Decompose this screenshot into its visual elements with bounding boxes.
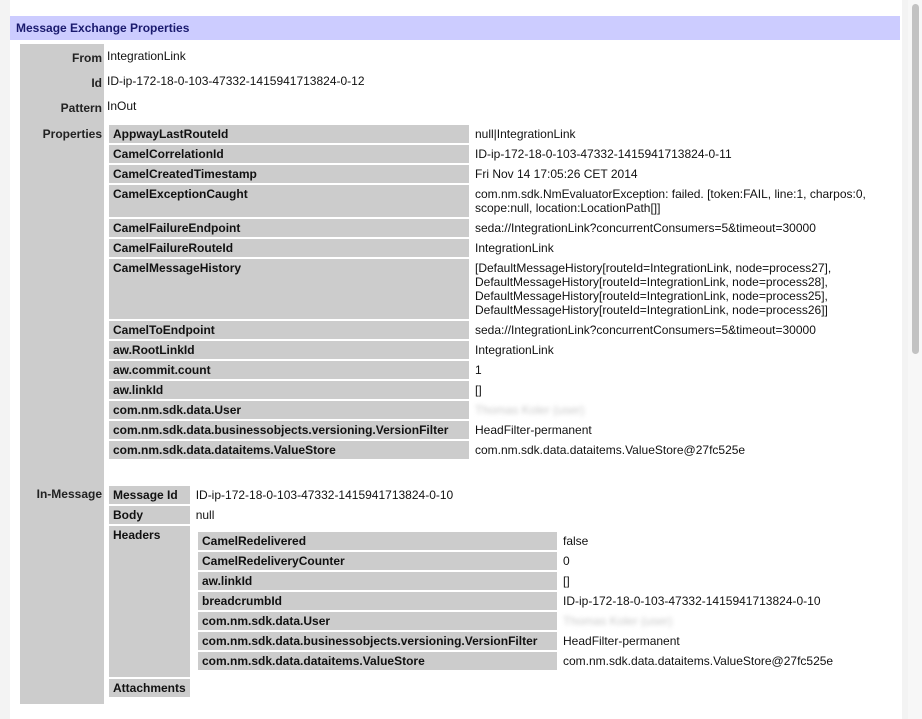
property-row (109, 219, 887, 237)
body-value: null (195, 508, 215, 522)
from-label: From (72, 51, 102, 65)
header-row (198, 612, 889, 630)
property-key: com.nm.sdk.data.dataitems.ValueStore (109, 441, 469, 459)
pattern-label: Pattern (60, 101, 102, 115)
pattern-value: InOut (107, 99, 137, 113)
section-title: Message Exchange Properties (16, 21, 190, 35)
property-row (109, 239, 887, 257)
id-label: Id (91, 76, 102, 90)
property-value: HeadFilter-permanent (475, 423, 592, 437)
property-key: CamelCorrelationId (109, 145, 469, 163)
property-value: [] (475, 383, 482, 397)
property-key: aw.RootLinkId (109, 341, 469, 359)
property-value: ID-ip-172-18-0-103-47332-1415941713824-0-11 (475, 147, 732, 161)
header-value: com.nm.sdk.data.dataitems.ValueStore@27fc525e (563, 654, 834, 668)
redacted-user-value: Thomas Koler (user) (563, 614, 673, 628)
header-value: ID-ip-172-18-0-103-47332-1415941713824-0-10 (563, 594, 821, 608)
property-row (109, 341, 887, 359)
property-value: [DefaultMessageHistory[routeId=IntegrationLink, node=process27], DefaultMessageHistory[routeId=IntegrationLink, node=process28], DefaultMessageHistory[routeId=IntegrationLink, node=process25], DefaultMessageHistory[routeId=IntegrationLink, node=process26]] (475, 261, 832, 317)
header-row (198, 532, 889, 550)
redacted-user-value: Thomas Koler (user) (475, 403, 585, 417)
attachments-label: Attachments (109, 679, 190, 697)
properties-table (107, 123, 889, 461)
property-key: AppwayLastRouteId (109, 125, 469, 143)
header-value: 0 (563, 554, 570, 568)
from-value: IntegrationLink (107, 49, 186, 63)
attachments-value (192, 679, 852, 697)
property-row (109, 321, 887, 339)
property-value: com.nm.sdk.data.dataitems.ValueStore@27fc525e (475, 443, 746, 457)
property-value: IntegrationLink (475, 343, 554, 357)
property-row (109, 259, 887, 319)
property-row (109, 145, 887, 163)
headers-table (196, 530, 891, 672)
property-value: seda://IntegrationLink?concurrentConsumers=5&timeout=30000 (475, 221, 816, 235)
scrollbar-thumb[interactable] (912, 4, 919, 354)
in-message-row (109, 679, 852, 697)
header-value: false (563, 534, 589, 548)
property-key: com.nm.sdk.data.User (109, 401, 469, 419)
header-key: aw.linkId (198, 572, 557, 590)
outer-label-column (20, 44, 104, 704)
property-value: null|IntegrationLink (475, 127, 576, 141)
header-key: breadcrumbId (198, 592, 557, 610)
property-key: CamelCreatedTimestamp (109, 165, 469, 183)
property-row (109, 361, 887, 379)
header-value: HeadFilter-permanent (563, 634, 680, 648)
in-message-row (109, 506, 852, 524)
properties-label: Properties (42, 127, 102, 141)
property-key: aw.commit.count (109, 361, 469, 379)
property-value: Fri Nov 14 17:05:26 CET 2014 (475, 167, 638, 181)
header-value: [] (563, 574, 570, 588)
property-value: seda://IntegrationLink?concurrentConsumers=5&timeout=30000 (475, 323, 816, 337)
in-message-row (109, 486, 852, 504)
header-row (198, 552, 889, 570)
property-row (109, 401, 887, 419)
header-key: com.nm.sdk.data.User (198, 612, 557, 630)
property-key: CamelExceptionCaught (109, 185, 469, 217)
property-key: aw.linkId (109, 381, 469, 399)
property-key: CamelMessageHistory (109, 259, 469, 319)
property-row (109, 381, 887, 399)
message-id-label: Message Id (109, 486, 190, 504)
header-key: CamelRedeliveryCounter (198, 552, 557, 570)
property-row (109, 165, 887, 183)
property-key: CamelFailureEndpoint (109, 219, 469, 237)
property-key: com.nm.sdk.data.businessobjects.versioning.VersionFilter (109, 421, 469, 439)
property-row (109, 125, 887, 143)
body-label: Body (109, 506, 190, 524)
id-value: ID-ip-172-18-0-103-47332-1415941713824-0-12 (107, 74, 365, 88)
property-row (109, 421, 887, 439)
property-value: com.nm.sdk.NmEvaluatorException: failed. [token:FAIL, line:1, charpos:0, scope:null, location:LocationPath[]] (475, 187, 866, 215)
property-key: CamelFailureRouteId (109, 239, 469, 257)
message-id-value: ID-ip-172-18-0-103-47332-1415941713824-0-10 (195, 488, 454, 502)
header-row (198, 572, 889, 590)
header-key: com.nm.sdk.data.businessobjects.versioning.VersionFilter (198, 632, 557, 650)
property-key: CamelToEndpoint (109, 321, 469, 339)
header-row (198, 592, 889, 610)
header-row (198, 632, 889, 650)
section-header (10, 16, 900, 40)
header-key: CamelRedelivered (198, 532, 557, 550)
property-value: IntegrationLink (475, 241, 554, 255)
headers-label: Headers (109, 526, 190, 677)
property-row (109, 441, 887, 459)
property-row (109, 185, 887, 217)
header-row (198, 652, 889, 670)
header-key: com.nm.sdk.data.dataitems.ValueStore (198, 652, 557, 670)
in-message-label: In-Message (36, 487, 102, 501)
property-value: 1 (475, 363, 482, 377)
